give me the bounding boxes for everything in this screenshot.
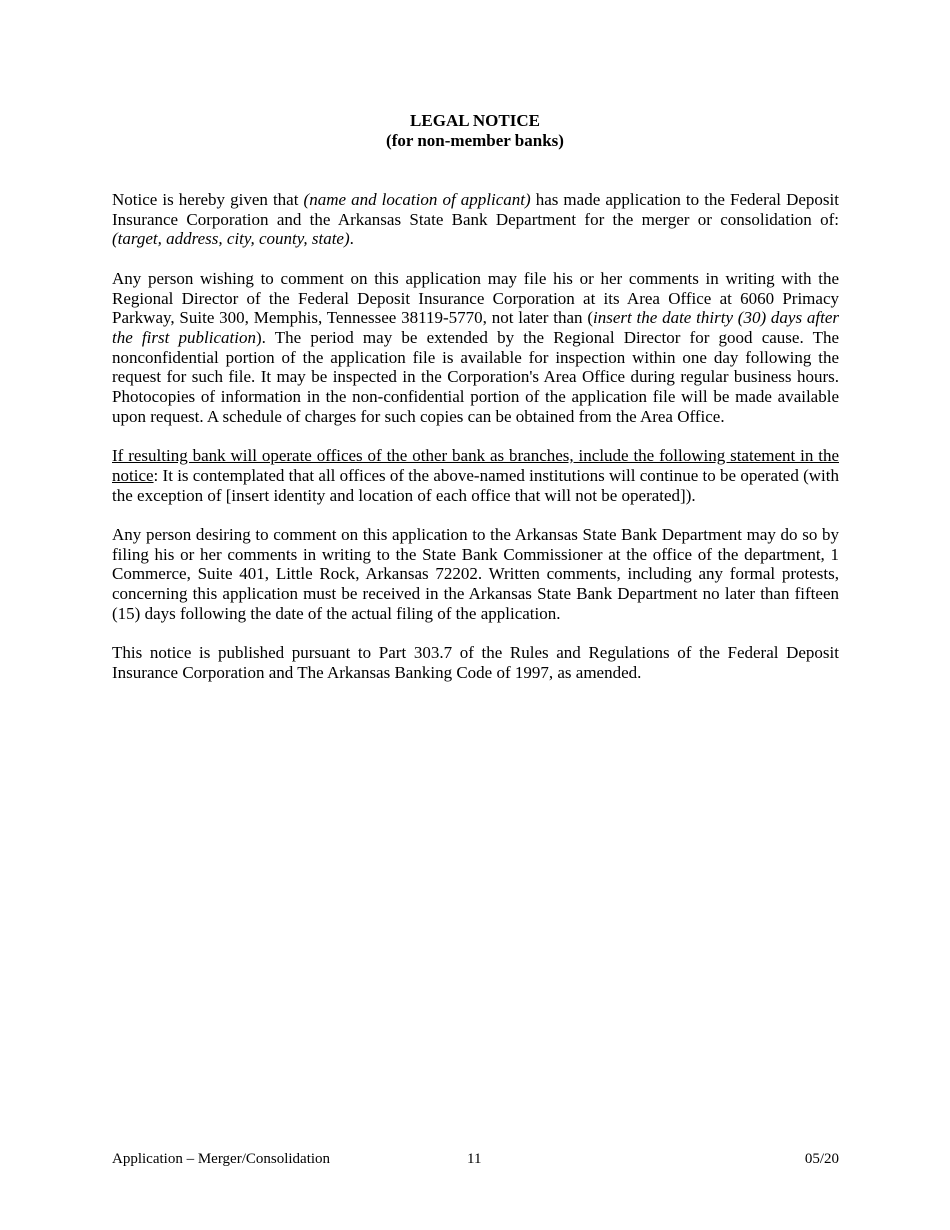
page-subtitle: (for non-member banks): [386, 131, 564, 150]
paragraph-text: has made application to the Federal Deposit Insurance Corporation and the Arkansas State Bank Department for the merger or consolidation of:: [112, 190, 839, 229]
paragraph-text: Any person wishing to comment on this application may file his or her comments in writing with the Regional Director of the Federal Deposit Insurance Corporation at its Area Office at 6060 Primacy Parkway, Suite 300, Memphis, Tennessee 38119-5770, not later than (: [112, 268, 839, 328]
paragraph-fdic-comments: [112, 269, 839, 427]
paragraph-text: Notice is hereby given that: [112, 190, 304, 209]
branch-instruction: If resulting bank will operate offices of the other bank as branches, include the following statement in the notice: [112, 446, 839, 485]
paragraph-state-comments: Any person desiring to comment on this application to the Arkansas State Bank Department may do so by filing his or her comments in writing to the State Bank Commissioner at the office of the department, 1 Commerce, Suite 401, Little Rock, Arkansas 72202. Written comments, including any formal protests, concerning this application must be received in the Arkansas State Bank Department no later than fifteen (15) days following the date of the actual filing of the application.: [112, 524, 839, 623]
footer-page-number: 11: [467, 1151, 482, 1167]
paragraph-branch-offices: [112, 446, 839, 505]
page-title: LEGAL NOTICE: [410, 111, 540, 130]
paragraph-text: .: [349, 229, 354, 249]
page-footer: [112, 1150, 839, 1170]
notice-header: [0, 111, 950, 151]
notice-body: [112, 190, 839, 702]
paragraph-application-notice: [112, 190, 839, 249]
footer-date: 05/20: [804, 1151, 839, 1167]
placeholder-applicant: (name and location of applicant): [303, 190, 531, 209]
paragraph-text: ). The period may be extended by the Regional Director for good cause. The nonconfidential portion of the application file is available for inspection within one day following the request for such file. It may be inspected in the Corporation's Area Office during regular business hours. Photocopies of information in the non-confidential portion of the application file will be made available upon request. A schedule of charges for such copies can be obtained from the Area Office.: [112, 327, 839, 426]
footer-document-name: Application – Merger/Consolidation: [112, 1151, 331, 1167]
paragraph-text: : It is contemplated that all offices of the above-named institutions will continue to be operated (with the exception of [insert identity and location of each office that will not be operated]).: [112, 465, 839, 505]
placeholder-date: insert the date thirty (30) days after the first publication: [112, 308, 839, 347]
placeholder-target: (target, address, city, county, state): [112, 229, 350, 249]
paragraph-publication-authority: This notice is published pursuant to Part 303.7 of the Rules and Regulations of the Federal Deposit Insurance Corporation and The Arkansas Banking Code of 1997, as amended.: [112, 643, 839, 682]
